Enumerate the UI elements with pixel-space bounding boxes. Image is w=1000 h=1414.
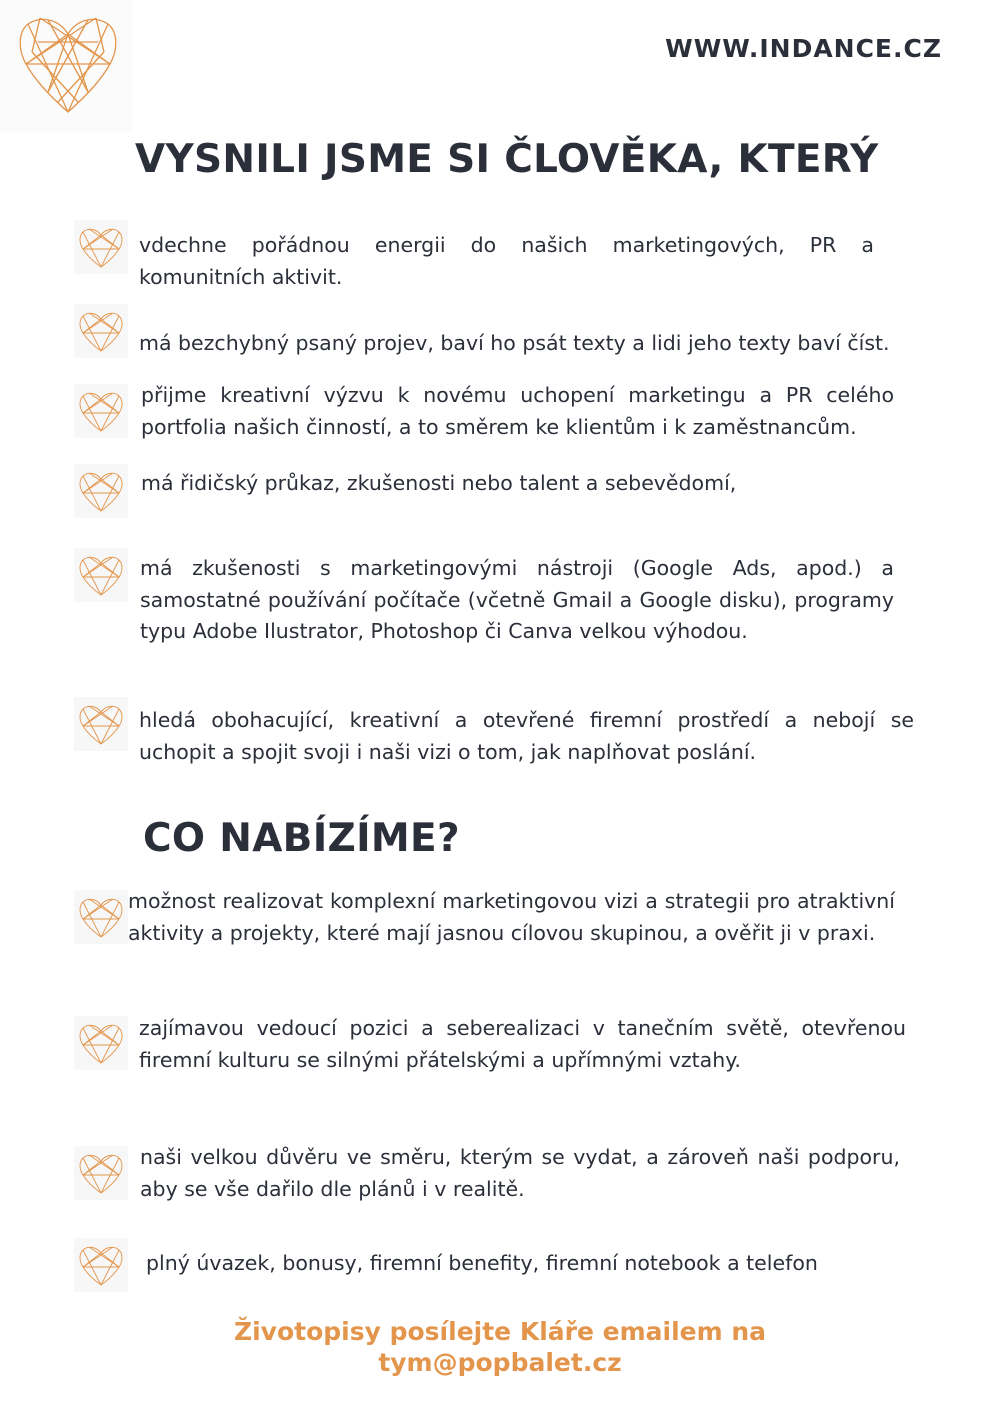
section-title-ideal: VYSNILI JSME SI ČLOVĚKA, KTERÝ — [135, 137, 879, 182]
heart-bullet-icon — [74, 1238, 128, 1292]
cta-line-1: Životopisy posílejte Kláře emailem na — [233, 1317, 767, 1346]
list-item: naši velkou důvěru ve směru, kterým se vydat, a zároveň naši podporu, aby se vše dařilo dle plánů i v realitě. — [140, 1145, 900, 1201]
heart-bullet-icon — [74, 1146, 128, 1200]
list-item: vdechne pořádnou energii do našich marketingových, PR a komunitních aktivit. — [139, 233, 874, 289]
list-item: má řidičský průkaz, zkušenosti nebo talent a sebevědomí, — [141, 471, 737, 495]
list-item: plný úvazek, bonusy, firemní benefity, firemní notebook a telefon — [146, 1251, 818, 1275]
cta-email-link[interactable]: tym@popbalet.cz — [378, 1348, 622, 1377]
section-title-offer: CO NABÍZÍME? — [143, 816, 460, 861]
heart-bullet-icon — [74, 304, 128, 358]
heart-bullet-icon — [74, 697, 128, 751]
cta-contact — [0, 1316, 1000, 1378]
list-item: přijme kreativní výzvu k novému uchopení marketingu a PR celého portfolia našich činností, a to směrem ke klientům i k zaměstnancům. — [141, 383, 894, 439]
heart-wireframe-icon — [18, 12, 118, 116]
heart-bullet-icon — [74, 220, 128, 274]
heart-bullet-icon — [74, 384, 128, 438]
heart-bullet-icon — [74, 890, 128, 944]
heart-bullet-icon — [74, 1016, 128, 1070]
list-item: má bezchybný psaný projev, baví ho psát texty a lidi jeho texty baví číst. — [139, 331, 890, 355]
list-item: možnost realizovat komplexní marketingovou vizi a strategii pro atraktivní aktivity a projekty, které mají jasnou cílovou skupinou, a ověřit ji v praxi. — [128, 889, 895, 945]
heart-bullet-icon — [74, 464, 128, 518]
list-item: zajímavou vedoucí pozici a seberealizaci v tanečním světě, otevřenou firemní kulturu se silnými přátelskými a upřímnými vztahy. — [139, 1016, 906, 1072]
list-item: má zkušenosti s marketingovými nástroji (Google Ads, apod.) a samostatné používání počítače (včetně Gmail a Google disku), programy typu Adobe Ilustrator, Photoshop či Canva velkou výhodou. — [140, 556, 894, 643]
website-link[interactable]: WWW.INDANCE.CZ — [665, 34, 942, 63]
heart-bullet-icon — [74, 548, 128, 602]
logo — [0, 0, 132, 132]
list-item: hledá obohacující, kreativní a otevřené firemní prostředí a nebojí se uchopit a spojit svoji i naši vizi o tom, jak naplňovat poslání. — [139, 708, 914, 764]
